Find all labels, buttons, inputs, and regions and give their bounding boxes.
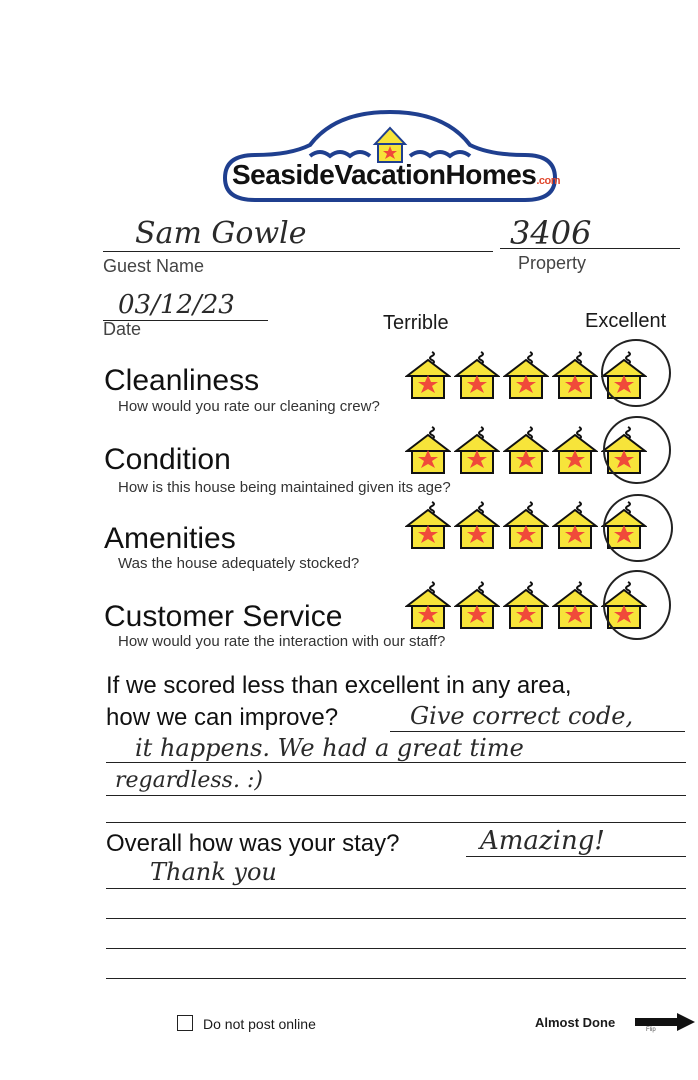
overall-line-3 xyxy=(106,918,686,919)
rating-question-customer-service: How would you rate the interaction with our staff? xyxy=(118,633,446,650)
rating-title-customer-service: Customer Service xyxy=(104,600,343,633)
do-not-post-checkbox[interactable] xyxy=(177,1015,193,1031)
house-star-icon[interactable] xyxy=(405,580,451,630)
house-star-icon[interactable] xyxy=(552,500,598,550)
house-star-icon[interactable] xyxy=(454,425,500,475)
selected-circle-customer-service xyxy=(603,570,671,640)
property-line xyxy=(500,248,680,249)
house-star-icon[interactable] xyxy=(405,425,451,475)
flip-arrow-icon[interactable] xyxy=(635,1013,695,1031)
scale-low-label: Terrible xyxy=(383,312,449,334)
house-star-icon[interactable] xyxy=(552,350,598,400)
brand-name xyxy=(232,159,560,191)
do-not-post-label: Do not post online xyxy=(203,1016,316,1032)
improve-answer-line1: Give correct code, xyxy=(410,702,634,730)
overall-answer-line2: Thank you xyxy=(150,858,277,886)
house-star-icon[interactable] xyxy=(405,350,451,400)
guest-name-label: Guest Name xyxy=(103,256,205,276)
house-star-icon[interactable] xyxy=(454,500,500,550)
improve-question-line1: If we scored less than excellent in any area, xyxy=(106,672,572,699)
date-value: 03/12/23 xyxy=(118,290,235,320)
scale-high-label: Excellent xyxy=(585,310,667,332)
selected-circle-amenities xyxy=(603,494,673,562)
improve-line-3 xyxy=(106,795,686,796)
overall-answer-line1: Amazing! xyxy=(480,826,605,856)
selected-circle-condition xyxy=(603,416,671,484)
brand-name-text: SeasideVacationHomes xyxy=(232,159,537,190)
improve-answer-line2: it happens. We had a great time xyxy=(135,734,524,762)
overall-line-2 xyxy=(106,888,686,889)
property-label: Property xyxy=(518,253,587,273)
brand-logo xyxy=(215,100,565,210)
guest-name-value: Sam Gowle xyxy=(135,216,307,251)
house-star-icon[interactable] xyxy=(503,580,549,630)
house-star-icon[interactable] xyxy=(552,425,598,475)
selected-circle-cleanliness xyxy=(601,339,671,407)
brand-suffix: .com xyxy=(536,175,561,187)
house-star-icon[interactable] xyxy=(503,350,549,400)
rating-title-condition: Condition xyxy=(104,443,231,476)
flip-label: Flip xyxy=(646,1027,656,1033)
overall-line-4 xyxy=(106,948,686,949)
improve-line-4 xyxy=(106,822,686,823)
improve-question-line2: how we can improve? xyxy=(106,704,339,731)
guest-name-line xyxy=(103,251,493,252)
overall-question: Overall how was your stay? xyxy=(106,830,400,857)
improve-line-1 xyxy=(390,731,685,732)
house-star-icon[interactable] xyxy=(454,350,500,400)
improve-line-2 xyxy=(106,762,686,763)
house-star-icon[interactable] xyxy=(503,500,549,550)
date-label: Date xyxy=(103,319,142,339)
property-value: 3406 xyxy=(510,214,592,252)
rating-title-amenities: Amenities xyxy=(104,522,236,555)
almost-done-label: Almost Done xyxy=(535,1015,616,1030)
house-star-icon[interactable] xyxy=(405,500,451,550)
house-star-icon[interactable] xyxy=(454,580,500,630)
overall-line-5 xyxy=(106,978,686,979)
rating-title-cleanliness: Cleanliness xyxy=(104,364,260,397)
rating-question-amenities: Was the house adequately stocked? xyxy=(118,555,360,572)
overall-line-1 xyxy=(466,856,686,857)
house-star-icon[interactable] xyxy=(503,425,549,475)
house-star-icon[interactable] xyxy=(552,580,598,630)
rating-question-condition: How is this house being maintained given its age? xyxy=(118,479,451,496)
rating-question-cleanliness: How would you rate our cleaning crew? xyxy=(118,398,380,415)
improve-answer-line3: regardless. :) xyxy=(115,768,263,793)
